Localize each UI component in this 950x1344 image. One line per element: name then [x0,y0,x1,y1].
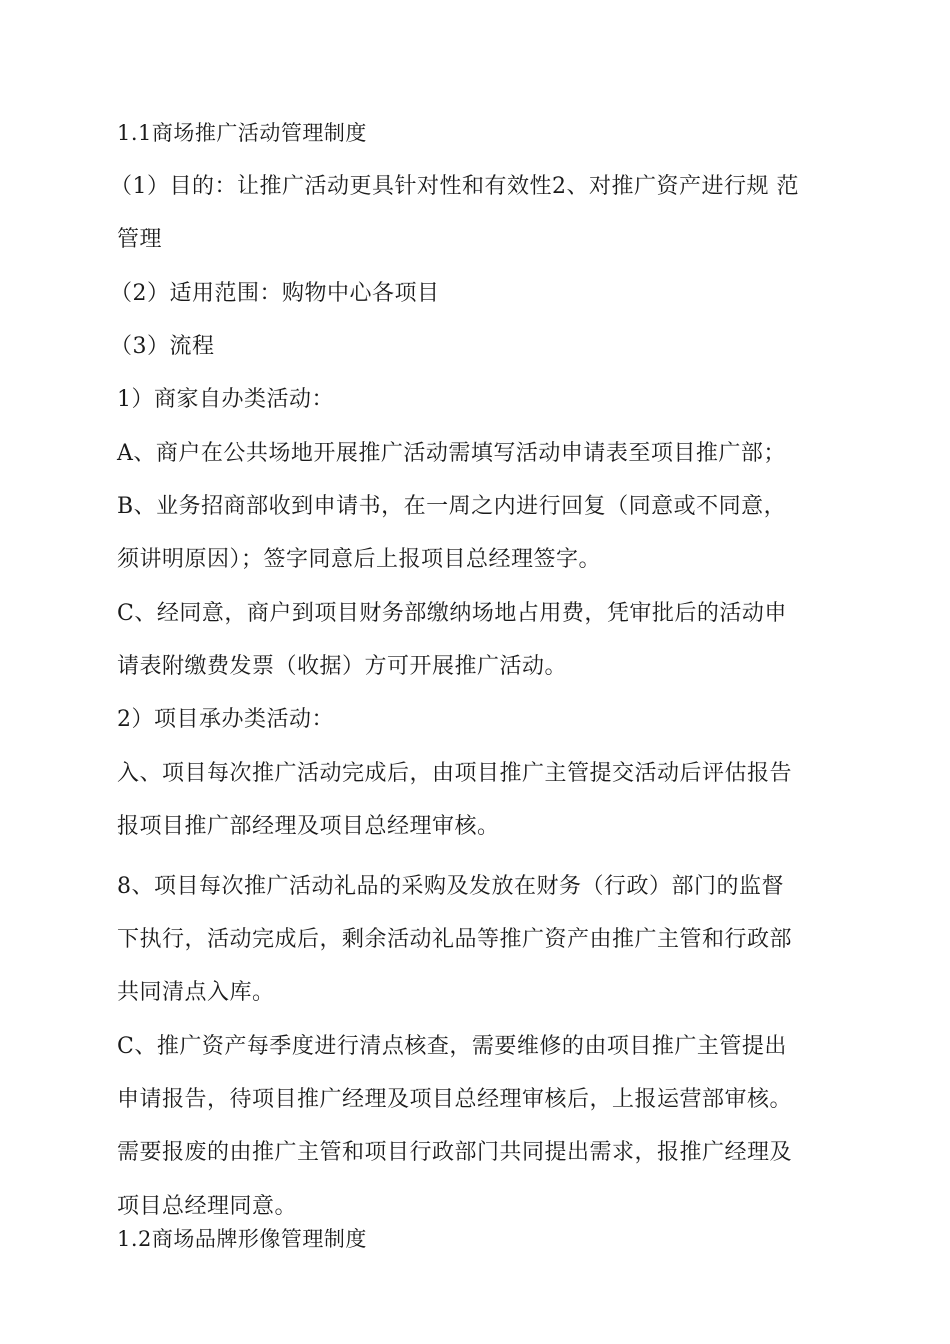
merchant-item-c-line-2: 请表附缴费发票（收据）方可开展推广活动。 [117,654,568,679]
project-item-b-line-2: 下执行，活动完成后，剩余活动礼品等推广资产由推广主管和行政部 [117,927,793,952]
project-item-b-line-3: 共同清点入库。 [117,980,275,1005]
merchant-item-a: A、商户在公共场地开展推广活动需填写活动申请表至项目推广部； [117,441,786,466]
project-item-c-line-2: 申请报告，待项目推广经理及项目总经理审核后，上报运营部审核。 [117,1087,793,1112]
purpose-line-1: （1）目的：让推广活动更具针对性和有效性2、对推广资产进行规 范 [110,174,799,199]
scope-line: （2）适用范围：购物中心各项目 [110,281,440,306]
merchant-item-c-line-1: C、经同意，商户到项目财务部缴纳场地占用费，凭审批后的活动申 [117,601,787,626]
merchant-item-b-line-2: 须讲明原因）；签字同意后上报项目总经理签字。 [117,547,602,572]
merchant-item-b-line-1: B、业务招商部收到申请书，在一周之内进行回复（同意或不同意， [117,494,787,519]
section-title-1-1: 1.1商场推广活动管理制度 [117,121,367,145]
purpose-line-2: 管理 [117,227,163,252]
project-item-c-line-3: 需要报废的由推广主管和项目行政部门共同提出需求，报推广经理及 [117,1140,793,1165]
project-item-a-line-1: 入、项目每次推广活动完成后，由项目推广主管提交活动后评估报告 [117,761,793,786]
project-item-c-line-4: 项目总经理同意。 [117,1194,298,1219]
project-item-b-line-1: 8、项目每次推广活动礼品的采购及发放在财务（行政）部门的监督 [117,874,784,899]
project-item-c-line-1: C、推广资产每季度进行清点核查，需要维修的由项目推广主管提出 [117,1034,787,1059]
merchant-activity-title: 1）商家自办类活动： [117,387,334,412]
section-title-1-2: 1.2商场品牌形像管理制度 [117,1227,367,1251]
project-activity-title: 2）项目承办类活动： [117,707,334,732]
process-line: （3）流程 [110,334,215,359]
project-item-a-line-2: 报项目推广部经理及项目总经理审核。 [117,814,500,839]
